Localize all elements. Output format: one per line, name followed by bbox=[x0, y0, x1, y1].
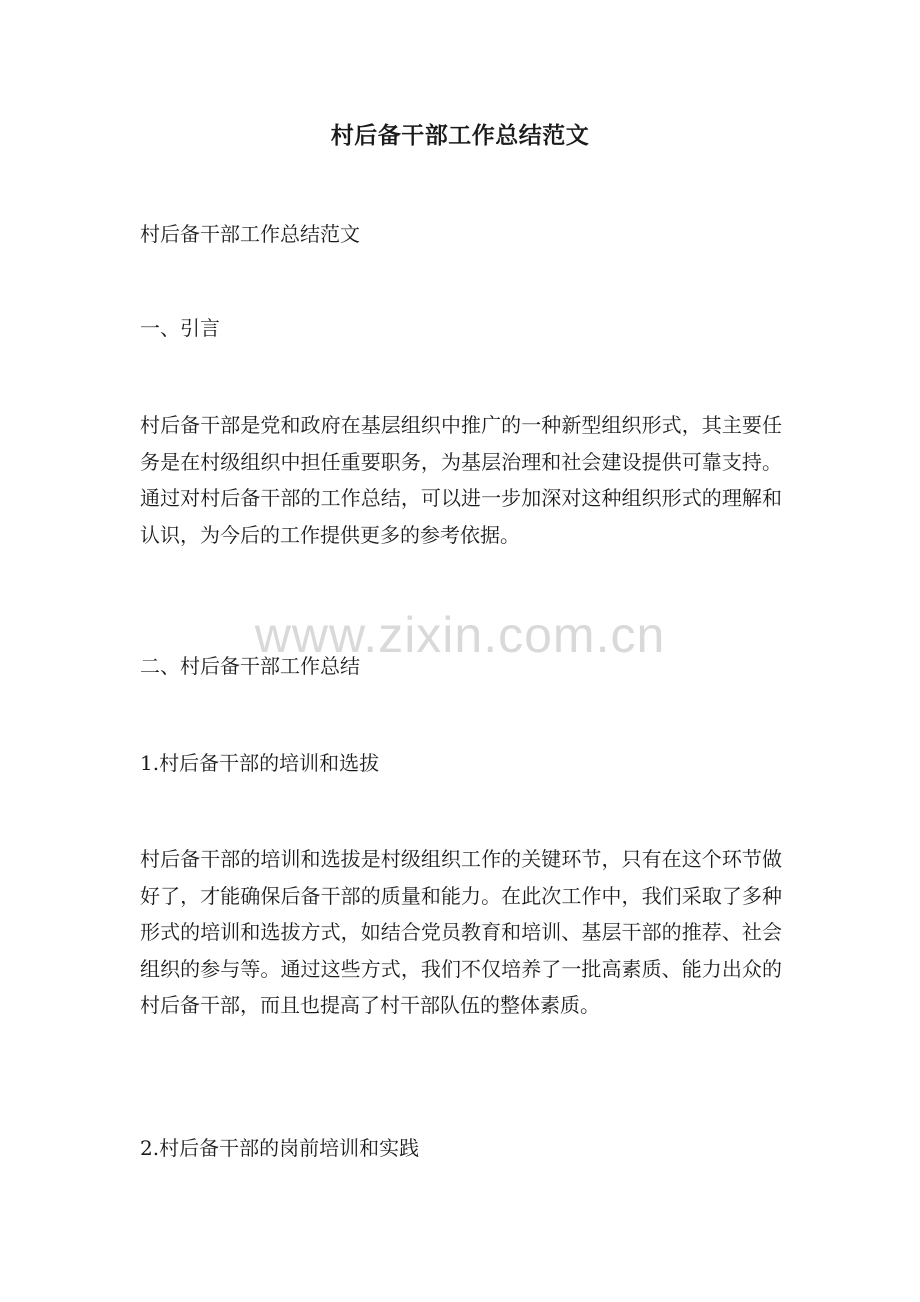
training-selection-paragraph: 村后备干部的培训和选拔是村级组织工作的关键环节，只有在这个环节做好了，才能确保后备干部的质量和能力。在此次工作中，我们采取了多种形式的培训和选拔方式，如结合党员教育和培训、基层干部的推荐、社会组织的参与等。通过这些方式，我们不仅培养了一批高素质、能力出众的村后备干部，而且也提高了村干部队伍的整体素质。 bbox=[140, 847, 782, 1017]
watermark: www.zixin.com.cn bbox=[254, 607, 666, 663]
introduction-paragraph: 村后备干部是党和政府在基层组织中推广的一种新型组织形式，其主要任务是在村级组织中担任重要职务，为基层治理和社会建设提供可靠支持。通过对村后备干部的工作总结，可以进一步加深对这种组织形式的理解和认识，为今后的工作提供更多的参考依据。 bbox=[140, 413, 782, 547]
section-heading-summary: 二、村后备干部工作总结 bbox=[140, 654, 360, 678]
document-subtitle: 村后备干部工作总结范文 bbox=[140, 222, 360, 246]
document-title: 村后备干部工作总结范文 bbox=[330, 122, 590, 149]
subsection-heading-training-selection: 1.村后备干部的培训和选拔 bbox=[140, 751, 380, 775]
subsection-heading-pre-job-training: 2.村后备干部的岗前培训和实践 bbox=[140, 1136, 420, 1160]
section-heading-introduction: 一、引言 bbox=[140, 316, 220, 340]
